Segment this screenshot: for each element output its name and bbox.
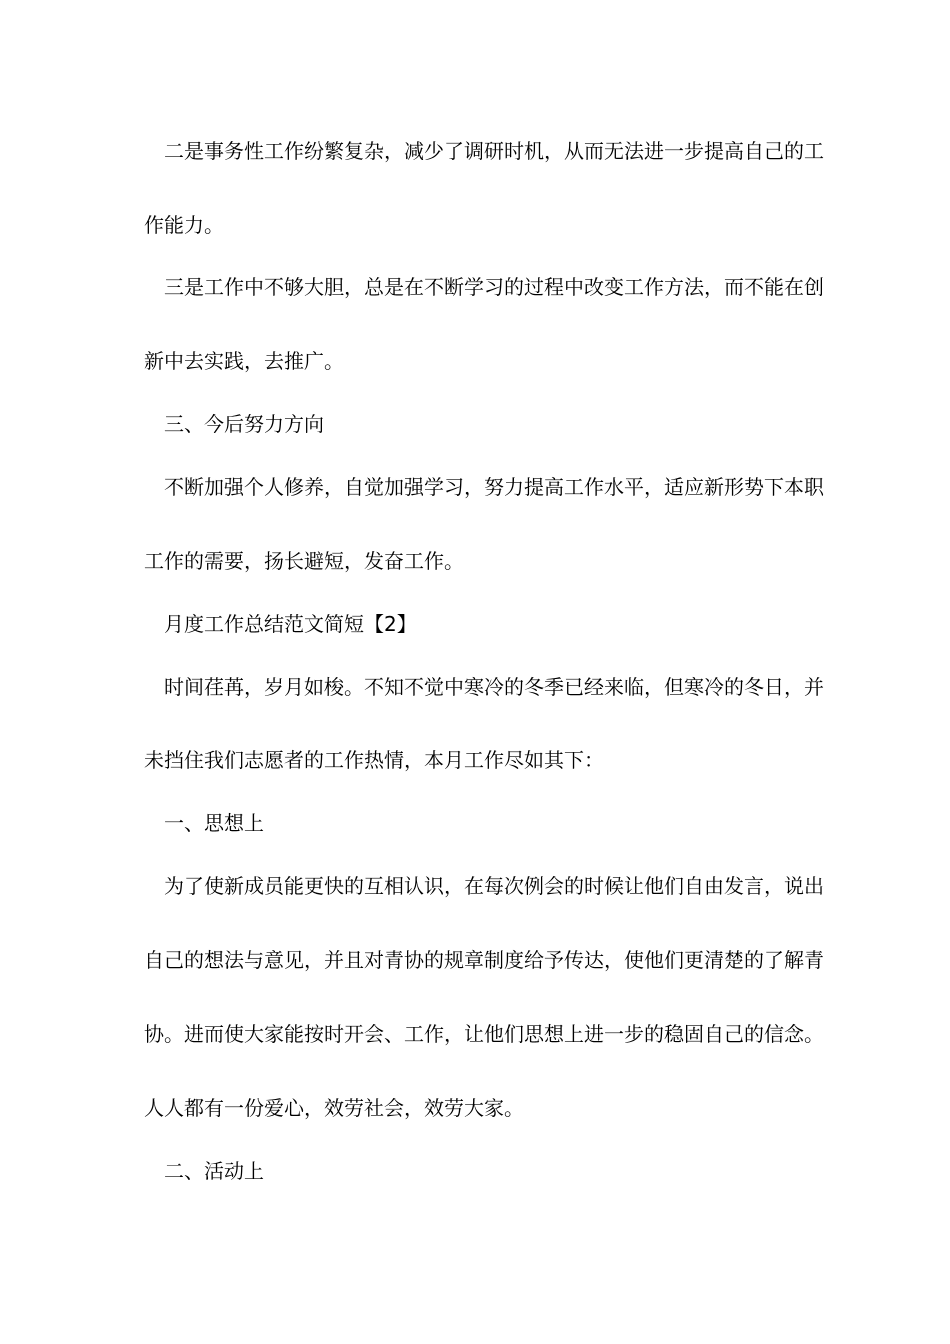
paragraph-line: 新中去实践，去推广。 <box>144 349 344 373</box>
section-heading: 二、活动上 <box>164 1159 264 1183</box>
paragraph-line: 作能力。 <box>144 213 224 237</box>
paragraph-line: 为了使新成员能更快的互相认识，在每次例会的时候让他们自由发言，说出 <box>164 874 824 898</box>
paragraph-line: 时间荏苒，岁月如梭。不知不觉中寒冷的冬季已经来临，但寒冷的冬日，并 <box>164 675 824 699</box>
paragraph-line: 协。进而使大家能按时开会、工作，让他们思想上进一步的稳固自己的信念。 <box>144 1022 824 1046</box>
paragraph-line: 三是工作中不够大胆，总是在不断学习的过程中改变工作方法，而不能在创 <box>164 275 824 299</box>
section-heading: 一、思想上 <box>164 811 264 835</box>
paragraph-line: 二是事务性工作纷繁复杂，减少了调研时机，从而无法进一步提高自己的工 <box>164 139 824 163</box>
paragraph-line: 自己的想法与意见，并且对青协的规章制度给予传达，使他们更清楚的了解青 <box>144 948 824 972</box>
paragraph-line: 不断加强个人修养，自觉加强学习，努力提高工作水平，适应新形势下本职 <box>164 475 824 499</box>
paragraph-line: 人人都有一份爱心，效劳社会，效劳大家。 <box>144 1096 524 1120</box>
document-title: 月度工作总结范文简短【2】 <box>164 612 417 636</box>
section-heading: 三、今后努力方向 <box>164 412 324 436</box>
paragraph-line: 工作的需要，扬长避短，发奋工作。 <box>144 549 464 573</box>
paragraph-line: 未挡住我们志愿者的工作热情，本月工作尽如其下： <box>144 748 604 772</box>
